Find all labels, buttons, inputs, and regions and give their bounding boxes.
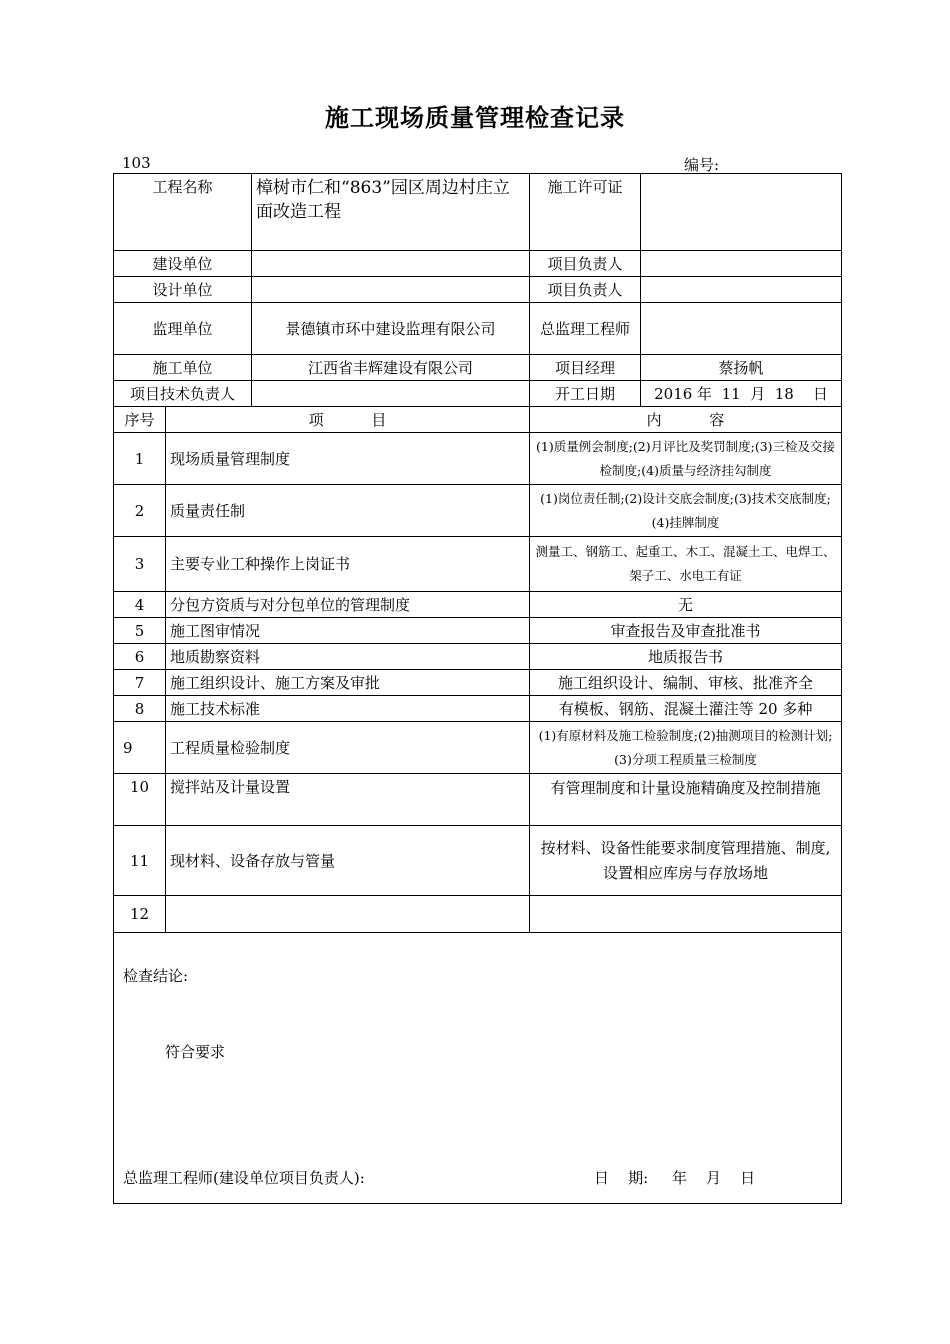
row-content: 审查报告及审查批准书 xyxy=(530,618,842,644)
tech-lead-label: 项目技术负责人 xyxy=(114,381,252,407)
row-item: 搅拌站及计量设置 xyxy=(166,774,530,826)
row-item: 现材料、设备存放与管量 xyxy=(166,826,530,896)
row-content: (1)岗位责任制;(2)设计交底会制度;(3)技术交底制度;(4)挂牌制度 xyxy=(530,485,842,537)
supervisor-label: 监理单位 xyxy=(114,303,252,355)
row-item: 质量责任制 xyxy=(166,485,530,537)
owner-label: 建设单位 xyxy=(114,251,252,277)
row-seq: 11 xyxy=(114,826,166,896)
conclusion-row xyxy=(114,933,842,1204)
start-date-value: 2016 年 11 月 18 日 xyxy=(641,381,842,407)
pm-value: 蔡扬帆 xyxy=(641,355,842,381)
row-item: 施工组织设计、施工方案及审批 xyxy=(166,670,530,696)
table-row xyxy=(114,696,842,722)
owner-value xyxy=(252,251,530,277)
items-header-row xyxy=(114,407,842,433)
document-number: 103 xyxy=(122,154,151,172)
project-name-value: 樟树市仁和“863”园区周边村庄立面改造工程 xyxy=(252,174,530,251)
content-header: 内 容 xyxy=(530,407,842,433)
row-item: 地质勘察资料 xyxy=(166,644,530,670)
date-label: 日 期: 年 月 日 xyxy=(594,1169,756,1187)
row-content: 地质报告书 xyxy=(530,644,842,670)
contractor-value: 江西省丰辉建设有限公司 xyxy=(252,355,530,381)
chief-engineer-value xyxy=(641,303,842,355)
info-row-owner xyxy=(114,251,842,277)
table-row xyxy=(114,722,842,774)
row-content: 施工组织设计、编制、审核、批准齐全 xyxy=(530,670,842,696)
info-row-contractor xyxy=(114,355,842,381)
seq-header: 序号 xyxy=(114,407,166,433)
page-title: 施工现场质量管理检查记录 xyxy=(325,103,625,132)
row-item: 分包方资质与对分包单位的管理制度 xyxy=(166,592,530,618)
pm-label: 项目经理 xyxy=(530,355,641,381)
permit-value xyxy=(641,174,842,251)
row-seq: 5 xyxy=(114,618,166,644)
row-seq: 10 xyxy=(114,774,166,826)
table-row xyxy=(114,774,842,826)
item-header: 项 目 xyxy=(166,407,530,433)
design-label: 设计单位 xyxy=(114,277,252,303)
row-seq: 3 xyxy=(114,537,166,592)
row-item xyxy=(166,896,530,933)
row-item: 施工技术标准 xyxy=(166,696,530,722)
info-row-tech-lead xyxy=(114,381,842,407)
row-content: 有管理制度和计量设施精确度及控制措施 xyxy=(530,774,842,826)
table-row xyxy=(114,896,842,933)
row-content: 无 xyxy=(530,592,842,618)
row-item: 施工图审情况 xyxy=(166,618,530,644)
row-content xyxy=(530,896,842,933)
chief-engineer-label: 总监理工程师 xyxy=(530,303,641,355)
conclusion-result: 符合要求 xyxy=(165,1043,226,1061)
row-seq: 8 xyxy=(114,696,166,722)
row-content: (1)有原材料及施工检验制度;(2)抽测项目的检测计划;(3)分项工程质量三检制度 xyxy=(530,722,842,774)
table-row xyxy=(114,485,842,537)
row-content: 有模板、钢筋、混凝土灌注等 20 多种 xyxy=(530,696,842,722)
signature-label: 总监理工程师(建设单位项目负责人): xyxy=(123,1169,365,1187)
info-row-project xyxy=(114,174,842,251)
conclusion-label: 检查结论: xyxy=(123,967,189,985)
table-row xyxy=(114,644,842,670)
conclusion-cell xyxy=(114,933,842,1204)
row-content: 测量工、钢筋工、起重工、木工、混凝土工、电焊工、架子工、水电工有证 xyxy=(530,537,842,592)
row-seq: 4 xyxy=(114,592,166,618)
contractor-label: 施工单位 xyxy=(114,355,252,381)
table-row xyxy=(114,826,842,896)
row-content: 按材料、设备性能要求制度管理措施、制度,设置相应库房与存放场地 xyxy=(530,826,842,896)
row-item: 工程质量检验制度 xyxy=(166,722,530,774)
design-pm-label: 项目负责人 xyxy=(530,277,641,303)
permit-label: 施工许可证 xyxy=(530,174,641,251)
table-row xyxy=(114,537,842,592)
row-seq: 12 xyxy=(114,896,166,933)
row-seq: 9 xyxy=(114,722,166,774)
inspection-record-table xyxy=(113,173,842,1204)
row-seq: 1 xyxy=(114,433,166,485)
supervisor-value: 景德镇市环中建设监理有限公司 xyxy=(252,303,530,355)
row-item: 现场质量管理制度 xyxy=(166,433,530,485)
owner-pm-label: 项目负责人 xyxy=(530,251,641,277)
row-seq: 2 xyxy=(114,485,166,537)
row-seq: 6 xyxy=(114,644,166,670)
design-value xyxy=(252,277,530,303)
start-date-label: 开工日期 xyxy=(530,381,641,407)
row-content: (1)质量例会制度;(2)月评比及奖罚制度;(3)三检及交接检制度;(4)质量与经济挂勾制度 xyxy=(530,433,842,485)
owner-pm-value xyxy=(641,251,842,277)
table-row xyxy=(114,433,842,485)
info-row-design xyxy=(114,277,842,303)
table-row xyxy=(114,618,842,644)
table-row xyxy=(114,670,842,696)
row-seq: 7 xyxy=(114,670,166,696)
serial-number-label: 编号: xyxy=(684,156,720,174)
design-pm-value xyxy=(641,277,842,303)
row-item: 主要专业工种操作上岗证书 xyxy=(166,537,530,592)
table-row xyxy=(114,592,842,618)
info-row-supervisor xyxy=(114,303,842,355)
tech-lead-value xyxy=(252,381,530,407)
project-name-label: 工程名称 xyxy=(114,174,252,251)
